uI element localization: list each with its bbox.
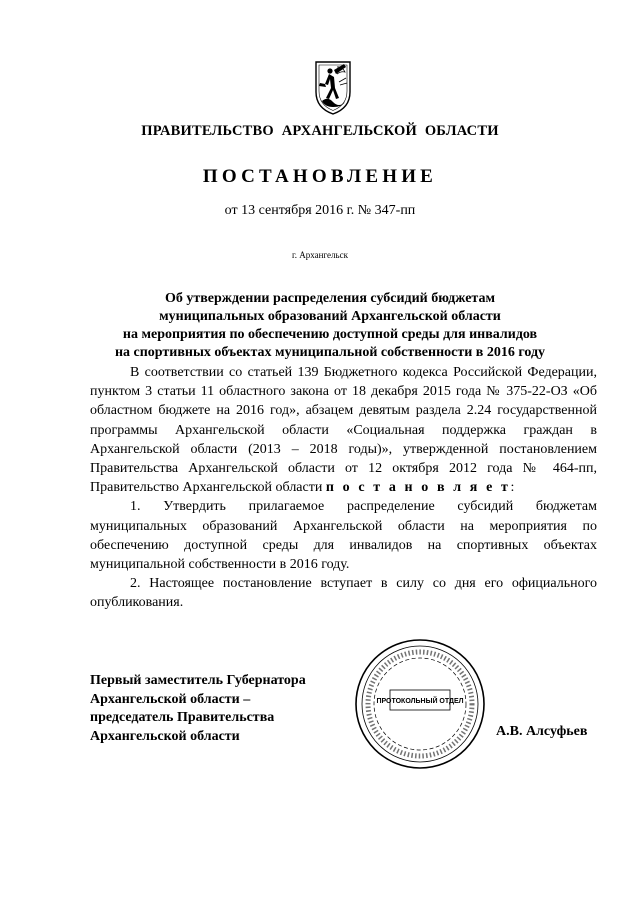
subject-line: на мероприятия по обеспечению доступной среды для инвалидов	[122, 327, 538, 342]
coat-of-arms-icon	[313, 58, 353, 116]
item-2-paragraph: 2. Настоящее постановление вступает в силу со дня его официального опубликования.	[90, 576, 597, 611]
document-type: ПОСТАНОВЛЕНИЕ	[202, 166, 438, 187]
signer-position-line: председатель Правительства	[90, 710, 275, 726]
document-body	[90, 363, 597, 613]
signer-position-line: Архангельской области –	[90, 691, 251, 707]
preamble-paragraph	[90, 363, 597, 497]
signer-position	[90, 672, 350, 746]
subject-line: Об утверждении распределения субсидий бюджетам	[164, 291, 495, 306]
preamble-text: В соответствии со статьей 139 Бюджетного кодекса Российской Федерации, пунктом 3 статьи 11 областного закона от 18 декабря 2015 года № 375-22-ОЗ «Об областном бюджете на 2016 год», абзацем девятым раздела 2.24 государственной программы Архангельской области «Социальная поддержка граждан в Архангельской области (2013 – 2018 годы)», утвержденной постановлением Правительства Архангельской области от 12 октября 2012 года № 464-пп, Правительство Архангельской области	[90, 365, 597, 496]
subject-line: на спортивных объектах муниципальной собственности в 2016 году	[114, 345, 546, 360]
signer-name: А.В. Алсуфьев	[496, 724, 588, 739]
resolves-word: п о с т а н о в л я е т	[325, 480, 511, 496]
signer-position-line: Первый заместитель Губернатора	[90, 673, 306, 688]
stamp-text: ПРОТОКОЛЬНЫЙ ОТДЕЛ	[376, 698, 464, 705]
official-stamp-icon	[352, 636, 488, 772]
government-title: ПРАВИТЕЛЬСТВО АРХАНГЕЛЬСКОЙ ОБЛАСТИ	[141, 123, 499, 139]
signer-position-line: Архангельской области	[90, 728, 240, 744]
document-date-number: от 13 сентября 2016 г. № 347-пп	[224, 203, 416, 218]
subject-line: муниципальных образований Архангельской области	[159, 309, 501, 324]
resolves-colon: :	[510, 480, 515, 496]
document-city: г. Архангельск	[292, 250, 348, 260]
item-1-paragraph: 1. Утвердить прилагаемое распределение субсидий бюджетам муниципальных образований Архангельской области на мероприятия по обеспечению доступной среды для инвалидов на спортивных объектах муниципальной собственности в 2016 году.	[90, 499, 597, 573]
document-subject	[100, 290, 560, 362]
